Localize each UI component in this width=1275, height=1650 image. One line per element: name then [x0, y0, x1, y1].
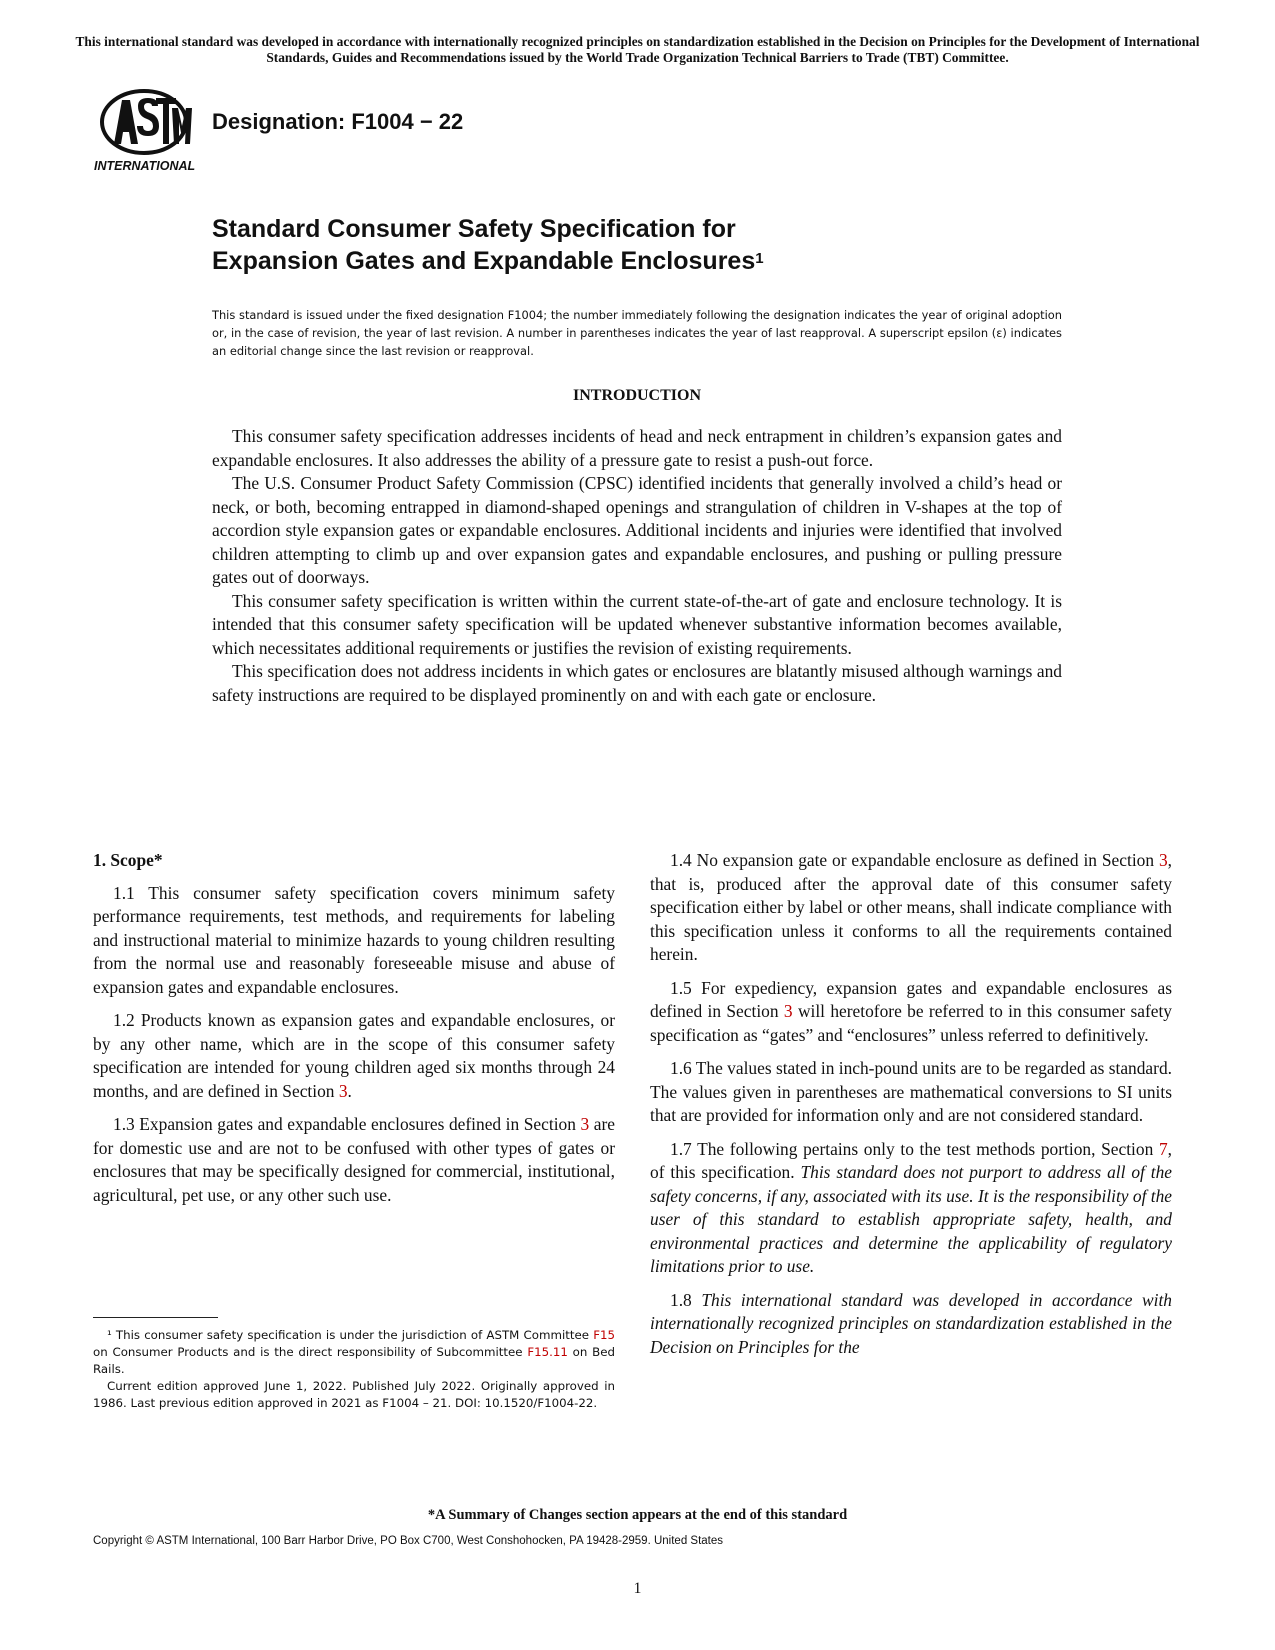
- footnotes: [93, 1327, 615, 1412]
- subcommittee-f15-11-link[interactable]: F15.11: [527, 1345, 568, 1359]
- section-3-link[interactable]: 3: [338, 1080, 348, 1101]
- introduction-body: [212, 425, 1062, 707]
- logo-text: INTERNATIONAL: [94, 159, 196, 173]
- section-1-5: 1.5 For expediency, expansion gates and expandable enclosures as defined in Section 3 will heretofore be referred to in this consumer safety specification as “gates” and “enclosures” unless referred to definitively.: [650, 977, 1172, 1045]
- document-title: [212, 213, 764, 277]
- section-1-4: 1.4 No expansion gate or expandable enclosure as defined in Section 3, that is, produced after the approval date of this consumer safety specification either by label or other means, shall indicate compliance with this specification unless it conforms to all the requirements contained herein.: [650, 850, 1172, 964]
- section-1-3: 1.3 Expansion gates and expandable enclosures defined in Section 3 are for domestic use and are not to be confused with other types of gates or enclosures that may be specifically designed for commercial, institutional, agricultural, pet use, or any other such use.: [93, 1114, 615, 1205]
- title-line-1: Standard Consumer Safety Specification for: [212, 215, 736, 243]
- section-3-link[interactable]: 3: [580, 1114, 590, 1134]
- section-3-link[interactable]: 3: [783, 1001, 793, 1021]
- section-1-6: 1.6 The values stated in inch-pound units are to be regarded as standard. The values given in parentheses are mathematical conversions to SI units that are provided for information only and are not considered standard.: [650, 1058, 1172, 1125]
- section-1-8: 1.8 This international standard was developed in accordance with internationally recognized principles on standardization established in the Decision on Principles for the: [650, 1289, 1172, 1357]
- right-column: [650, 849, 1172, 1369]
- committee-f15-link[interactable]: F15: [593, 1328, 615, 1342]
- section-7-link[interactable]: 7: [1158, 1138, 1168, 1159]
- intro-paragraph: This consumer safety specification is written within the current state-of-the-art of gate and enclosure technology. It is intended that this consumer safety specification will be updated whenever substantive information becomes available, which necessitates additional requirements or justifies the revision of existing requirements.: [212, 590, 1062, 658]
- tbt-notice: This international standard was developed in accordance with internationally recognized principles on standardization established in the Decision on Principles for the Development of International Standards, Guides and Recommendations issued by the World Trade Organization Technical Barriers to Trade (TBT) Committee.: [75, 34, 1200, 65]
- intro-paragraph: The U.S. Consumer Product Safety Commission (CPSC) identified incidents that generally involved a child’s head or neck, or both, becoming entrapped in diamond-shaped openings and strangulation of children in V-shapes at the top of accordion style expansion gates or expandable enclosures. Additional incidents and injuries were identified that involved children attempting to climb up and over expansion gates and expandable enclosures, and pushing or pulling pressure gates out of doorways.: [212, 473, 1062, 587]
- footnote-edition: Current edition approved June 1, 2022. Published July 2022. Originally approved in 1986. Last previous edition approved in 2021 as F1004 – 21. DOI: 10.1520/F1004-22.: [93, 1379, 615, 1410]
- astm-logo-icon: [102, 91, 192, 153]
- section-1-1: 1.1 This consumer safety specification covers minimum safety performance requirements, test methods, and requirements for labeling and instructional material to minimize hazards to young children resulting from the normal use and reasonably foreseeable misuse and abuse of expansion gates and expandable enclosures.: [93, 882, 615, 997]
- footnote-divider: [93, 1317, 218, 1318]
- title-line-2: Expansion Gates and Expandable Enclosures: [212, 247, 756, 275]
- section-1-2: 1.2 Products known as expansion gates and expandable enclosures, or by any other name, which are in the scope of this consumer safety specification are intended for young children aged six months through 24 months, and are defined in Section 3.: [93, 1010, 615, 1101]
- designation: Designation: F1004 − 22: [212, 109, 464, 134]
- summary-of-changes-note: *A Summary of Changes section appears at the end of this standard: [427, 1507, 848, 1523]
- section-1-7: 1.7 The following pertains only to the test methods portion, Section 7, of this specification. This standard does not purport to address all of the safety concerns, if any, associated with its use. It is the responsibility of the user of this standard to establish appropriate safety, health, and environmental practices and determine the applicability of regulatory limitations prior to use.: [650, 1138, 1172, 1276]
- astm-logo: [92, 86, 202, 176]
- introduction-heading: INTRODUCTION: [572, 387, 701, 404]
- issued-note: This standard is issued under the fixed designation F1004; the number immediately following the designation indicates the year of original adoption or, in the case of revision, the year of last revision. A number in parentheses indicates the year of last reapproval. A superscript epsilon (ε) indicates an editorial change since the last revision or reapproval.: [212, 308, 1062, 358]
- scope-heading: 1. Scope*: [93, 850, 163, 870]
- intro-paragraph: This specification does not address incidents in which gates or enclosures are blatantly misused although warnings and safety instructions are required to be displayed prominently on and with each gate or enclosure.: [212, 661, 1062, 705]
- section-3-link[interactable]: 3: [1158, 850, 1168, 870]
- intro-paragraph: This consumer safety specification addresses incidents of head and neck entrapment in children’s expansion gates and expandable enclosures. It also addresses the ability of a pressure gate to resist a push-out force.: [212, 426, 1062, 470]
- footnote-1: ¹ This consumer safety specification is under the jurisdiction of ASTM Committee F15 on Consumer Products and is the direct responsibility of Subcommittee F15.11 on Bed Rails.: [93, 1328, 615, 1376]
- page-number: 1: [633, 1580, 642, 1597]
- left-column: [93, 849, 615, 1217]
- title-footnote-mark[interactable]: 1: [755, 250, 764, 267]
- copyright: Copyright © ASTM International, 100 Barr Harbor Drive, PO Box C700, West Conshohocken, PA 19428-2959. United States: [93, 1535, 724, 1547]
